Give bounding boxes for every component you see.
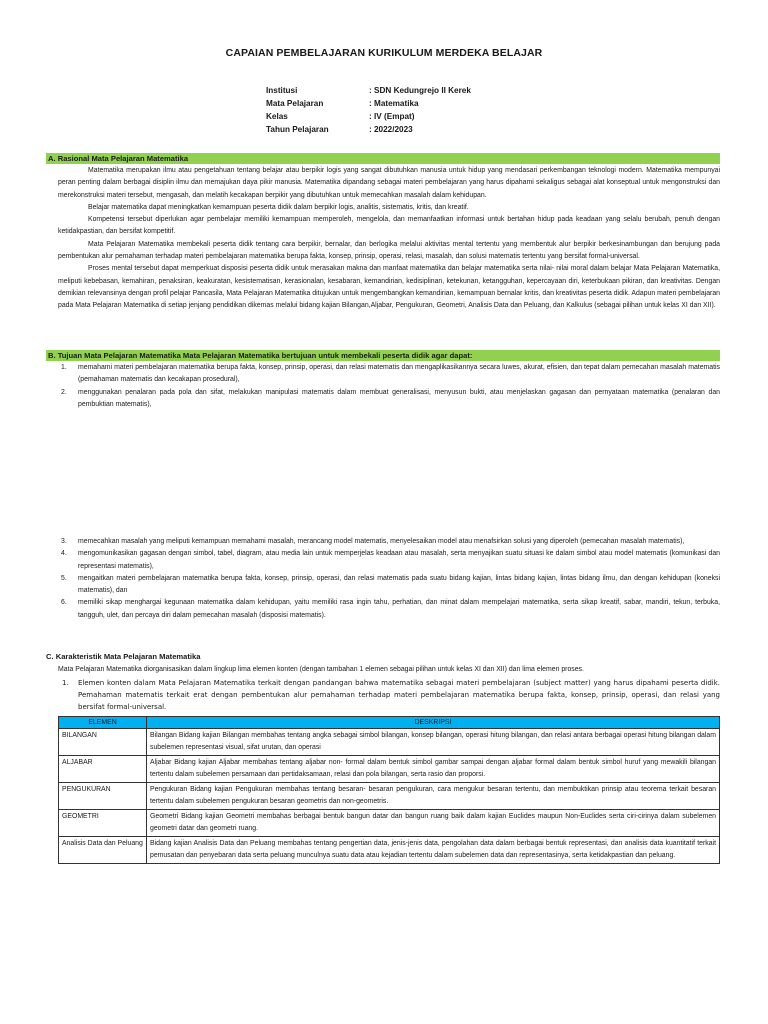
table-header-row: [59, 717, 720, 729]
list-item: [58, 387, 720, 412]
info-row-kelas: [266, 110, 471, 123]
table-cell-elemen: Analisis Data dan Peluang: [59, 837, 147, 864]
info-key: Mata Pelajaran: [266, 99, 324, 108]
info-row-mata-pelajaran: [266, 97, 471, 110]
paragraph: Mata Pelajaran Matematika membekali peserta didik tentang cara berpikir, bernalar, dan berlogika melalui aktivitas mental tertentu yang membentuk alur berpikir berkesinambungan dan berujung pada pembentukan alur pemahaman terhadap materi pembelajaran matematika berupa fakta, konsep, prinsip, operasi, relasi, masalah, dan solusi matematis tertentu yang bersifat formal-universal.: [58, 240, 720, 261]
section-c-intro: Mata Pelajaran Matematika diorganisasikan dalam lingkup lima elemen konten (dengan tambahan 1 elemen sebagai pilihan untuk kelas XI dan XII) dan lima elemen proses.: [58, 666, 584, 673]
section-c-item: [58, 677, 720, 713]
list-number: 4.: [61, 550, 67, 558]
list-item: [58, 597, 720, 622]
section-a-body: [58, 165, 720, 313]
list-text: Elemen konten dalam Mata Pelajaran Matematika terkait dengan pandangan bahwa matematika sebagai materi pembelajaran (subject matter) yang harus dipahami peserta didik. Pemahaman matematis terkait erat dengan pembentukan alur pemahaman terhadap materi pembelajaran matematika berupa fakta, konsep, prinsip, operasi, dan relasi yang bersifat formal-universal.: [78, 679, 720, 711]
elements-table: [58, 716, 720, 864]
info-value: : 2022/2023: [369, 125, 413, 134]
section-c-heading: C. Karakteristik Mata Pelajaran Matematika: [46, 652, 201, 661]
table-row: [59, 783, 720, 810]
table-cell-deskripsi: Pengukuran Bidang kajian Pengukuran membahas tentang besaran- besaran pengukuran, cara mengukur besaran tertentu, dan membuktikan prinsip atau teorema terkait besaran tertentu dalam subelemen pengukuran besaran geometris dan non-geometris.: [147, 783, 720, 810]
info-key: Tahun Pelajaran: [266, 125, 329, 134]
section-b-list-top: [58, 362, 720, 411]
paragraph: Belajar matematika dapat meningkatkan kemampuan peserta didik dalam berpikir logis, analitis, sistematis, kritis, dan kreatif.: [88, 203, 469, 211]
list-item: [58, 362, 720, 387]
table-cell-elemen: ALJABAR: [59, 756, 147, 783]
document-info: [266, 84, 471, 136]
table-header-deskripsi: DESKRIPSI: [147, 717, 720, 729]
table-cell-deskripsi: Aljabar Bidang kajian Aljabar membahas tentang aljabar non- formal dalam bentuk simbol gambar sampai dengan aljabar formal dalam bentuk simbol huruf yang mewakili bilangan tertentu dalam subelemen persamaan dan pertidaksamaan, relasi dan pola bilangan, serta rasio dan proporsi.: [147, 756, 720, 783]
list-item: [58, 536, 720, 548]
section-b-list-bottom: [58, 536, 720, 622]
table-cell-elemen: GEOMETRI: [59, 810, 147, 837]
info-key: Institusi: [266, 86, 298, 95]
list-text: memiliki sikap menghargai kegunaan matematika dalam kehidupan, yaitu memiliki rasa ingin tahu, perhatian, dan minat dalam mempelajari matematika, serta sikap kreatif, sabar, mandiri, tekun, terbuka, tangguh, ulet, dan percaya diri dalam pemecahan masalah (disposisi matematis).: [78, 599, 720, 619]
info-key: Kelas: [266, 112, 288, 121]
section-a-heading: A. Rasional Mata Pelajaran Matematika: [46, 153, 720, 164]
info-value: : SDN Kedungrejo II Kerek: [369, 86, 471, 95]
table-cell-deskripsi: Bilangan Bidang kajian Bilangan membahas tentang angka sebagai simbol bilangan, konsep bilangan, operasi hitung bilangan, dan relasi antara berbagai operasi hitung bilangan dalam subelemen representasi visual, sifat urutan, dan operasi: [147, 729, 720, 756]
table-cell-deskripsi: Bidang kajian Analisis Data dan Peluang membahas tentang pengertian data, jenis-jenis data, pengolahan data dalam berbagai bentuk representasi, dan analisis data kuantitatif terkait pemusatan dan penyebaran data serta peluang munculnya suatu data atau kejadian tertentu dalam subelemen data dan representasinya, serta ketidakpastian dan peluang.: [147, 837, 720, 864]
list-item: [58, 573, 720, 598]
info-value: : IV (Empat): [369, 112, 415, 121]
document-title: CAPAIAN PEMBELAJARAN KURIKULUM MERDEKA BELAJAR: [225, 47, 543, 59]
list-text: mengaitkan materi pembelajaran matematika berupa fakta, konsep, prinsip, operasi, dan relasi matematis pada suatu bidang kajian, lintas bidang kajian, lintas bidang ilmu, dan dengan kehidupan (koneksi matematis), dan: [78, 574, 720, 595]
table-header-elemen: ELEMEN: [59, 717, 147, 729]
list-number: 5.: [61, 574, 67, 582]
table-row: [59, 756, 720, 783]
info-row-institusi: [266, 84, 471, 97]
table-row: [59, 810, 720, 837]
table-row: [59, 837, 720, 864]
info-value: : Matematika: [369, 99, 419, 108]
section-b-heading: B. Tujuan Mata Pelajaran Matematika Mata Pelajaran Matematika bertujuan untuk membekali peserta didik agar dapat:: [46, 350, 720, 361]
list-text: memahami materi pembelajaran matematika berupa fakta, konsep, prinsip, operasi, dan relasi matematis dan mengaplikasikannya secara luwes, akurat, efisien, dan tepat dalam pemecahan masalah matematis (pemahaman matematis dan kecakapan prosedural),: [78, 364, 720, 384]
info-row-tahun-pelajaran: [266, 123, 471, 136]
list-number: 2.: [61, 388, 67, 396]
list-item: [58, 548, 720, 573]
list-number: 1.: [61, 364, 67, 371]
list-number: 6.: [61, 599, 67, 607]
list-number: 1.: [62, 679, 69, 687]
paragraph: Kompetensi tersebut diperlukan agar pembelajar memiliki kemampuan memperoleh, mengelola, dan memanfaatkan informasi untuk bertahan hidup pada keadaan yang selalu berubah, penuh dengan ketidakpastian, dan bersifat kompetitif.: [58, 216, 720, 236]
table-cell-deskripsi: Geometri Bidang kajian Geometri membahas berbagai bentuk bangun datar dan bangun ruang baik dalam kajian Euclides maupun Non-Euclides serta ciri-cirinya dalam subelemen geometri datar dan geometri ruang.: [147, 810, 720, 837]
list-text: memecahkan masalah yang meliputi kemampuan memahami masalah, merancang model matematis, menyelesaikan model atau menafsirkan solusi yang diperoleh (pemecahan masalah matematis),: [78, 538, 685, 545]
table-row: [59, 729, 720, 756]
list-text: menggunakan penalaran pada pola dan sifat, melakukan manipulasi matematis dalam membuat generalisasi, menyusun bukti, atau menjelaskan gagasan dan pernyataan matematika (penalaran dan pembuktian matematis),: [78, 388, 720, 408]
paragraph: Proses mental tersebut dapat memperkuat disposisi peserta didik untuk merasakan makna dan manfaat matematika dan belajar matematika serta nilai- nilai moral dalam belajar Mata Pelajaran Matematika, meliputi kebebasan, kemahiran, penaksiran, keakuratan, kesistematisan, kerasionalan, kesabaran, kemandirian, kedisiplinan, ketekunan, ketangguhan, kepercayaan diri, keterbukaan pikiran, dan kreativitas. Dengan demikian relevansinya dengan profil pelajar Pancasila, Mata Pelajaran Matematika ditujukan untuk mengembangkan kemandirian, kemampuan bernalar kritis, dan kreativitas peserta didik. Adapun materi pembelajaran pada Mata Pelajaran Matematika di setiap jenjang pendidikan dikemas melalui bidang kajian Bilangan,Aljabar, Pengukuran, Geometri, Analisis Data dan Peluang, dan Kalkulus (sebagai pilihan untuk kelas XI dan XII).: [58, 265, 720, 310]
list-number: 3.: [61, 538, 67, 545]
table-cell-elemen: BILANGAN: [59, 729, 147, 756]
paragraph: Matematika merupakan ilmu atau pengetahuan tentang belajar atau berpikir logis yang sangat dibutuhkan manusia untuk hidup yang mendasari perkembangan teknologi modern. Matematika mempunyai peran penting dalam berbagai disiplin ilmu dan memajukan daya pikir manusia. Matematika dipandang sebagai materi pembelajaran yang harus dipahami sekaligus sebagai alat konseptual untuk mengonstruksi dan merekonstruksi materi tersebut, mengasah, dan melatih kecakapan berpikir yang dibutuhkan untuk memecahkan masalah dalam kehidupan.: [58, 167, 720, 199]
table-cell-elemen: PENGUKURAN: [59, 783, 147, 810]
list-text: mengomunikasikan gagasan dengan simbol, tabel, diagram, atau media lain untuk memperjelas keadaan atau masalah, serta menyajikan suatu situasi ke dalam simbol atau model matematis (komunikasi dan representasi matematis),: [78, 550, 720, 570]
